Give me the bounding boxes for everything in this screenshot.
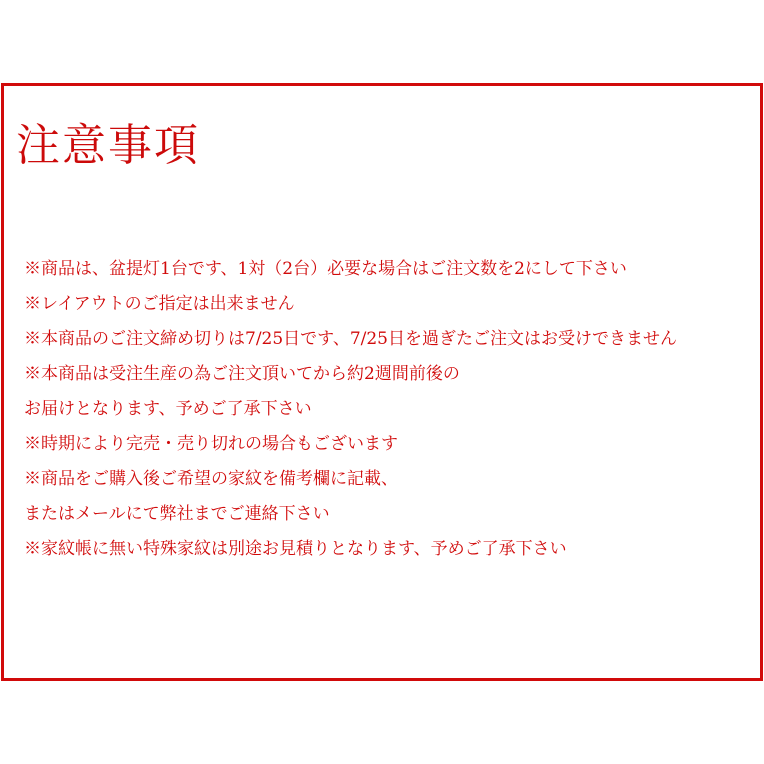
notice-list [24,252,677,567]
notice-line-4: ※本商品は受注生産の為ご注文頂いてから約2週間前後の [24,364,460,384]
notice-line-3: ※本商品のご注文締め切りは7/25日です、7/25日を過ぎたご注文はお受けできません [24,329,677,349]
notice-line-8: またはメールにて弊社までご連絡下さい [24,504,330,524]
notice-title: 注意事項 [16,120,200,171]
notice-line-7: ※商品をご購入後ご希望の家紋を備考欄に記載、 [24,469,398,489]
notice-line-9: ※家紋帳に無い特殊家紋は別途お見積りとなります、予めご了承下さい [24,539,567,559]
notice-line-1: ※商品は、盆提灯1台です、1対（2台）必要な場合はご注文数を2にして下さい [24,259,627,279]
notice-line-6: ※時期により完売・売り切れの場合もございます [24,434,398,454]
notice-line-5: お届けとなります、予めご了承下さい [24,399,312,419]
notice-line-2: ※レイアウトのご指定は出来ません [24,294,295,314]
notice-box [1,83,763,681]
